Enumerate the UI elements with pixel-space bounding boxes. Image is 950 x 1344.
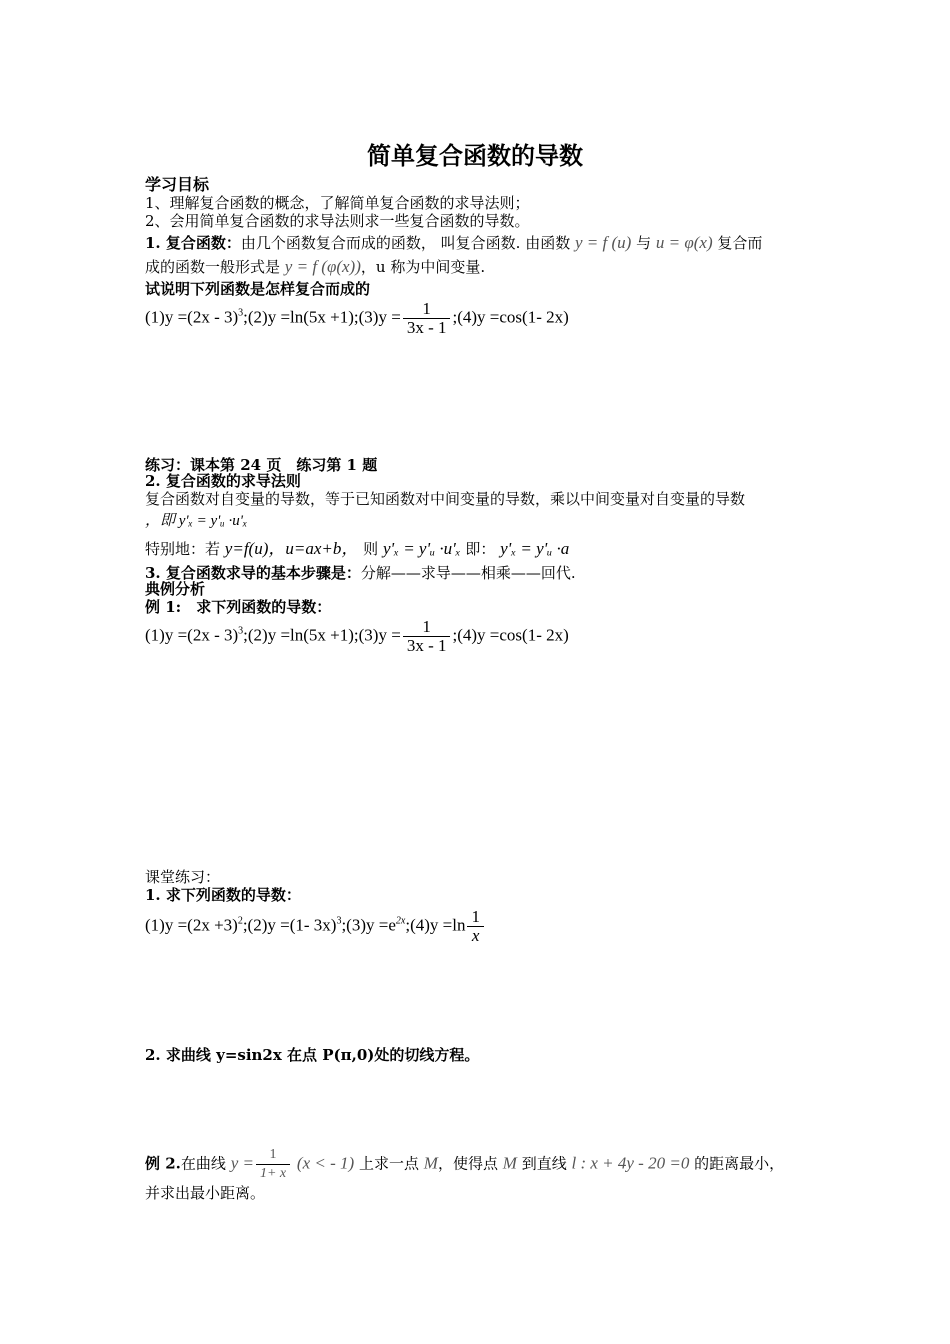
rule-heading: 2. 复合函数的求导法则 [145, 472, 301, 490]
ex2-fraction [256, 1146, 290, 1183]
ex2-e: 的距离最小， [694, 1154, 785, 1173]
fn2-3: ;(2)y =ln(5x +1);(3)y = [243, 625, 401, 645]
fn1: (1)y =(2x - 3) [145, 625, 239, 645]
numerator: 1 [422, 299, 431, 318]
fn1: (1)y =(2x - 3) [145, 307, 239, 327]
cw-fn3-exp: 2x [395, 915, 406, 927]
steps-text: 分解——求导——相乘——回代. [360, 564, 576, 582]
fraction [403, 300, 451, 337]
function-set-3 [145, 908, 486, 945]
classwork-heading: 课堂练习： [145, 868, 221, 886]
composite-tail: 复合而 [717, 234, 763, 252]
numerator: 1 [269, 1147, 277, 1162]
cw-fn1-exp: 2 [237, 915, 243, 927]
denominator: 3x - 1 [403, 636, 451, 655]
page-title: 简单复合函数的导数 [367, 142, 583, 170]
composite-label: 1. 复合函数： [145, 234, 241, 252]
rule-line1: 复合函数对自变量的导数，等于已知函数对中间变量的导数，乘以中间变量对自变量的导数 [145, 490, 746, 508]
ex2-point-m-2: M [502, 1153, 517, 1173]
example-1: 例 1: 求下列函数的导数： [145, 598, 332, 616]
function-set-1 [145, 300, 569, 337]
examples-heading: 典例分析 [145, 580, 206, 598]
special-case [145, 540, 569, 558]
composite-definition-line2 [145, 258, 485, 276]
numerator: 1 [471, 907, 480, 926]
special-r1: y'ₓ = y'ᵤ ·u'ₓ [382, 539, 461, 558]
numerator: 1 [422, 617, 431, 636]
classwork-q2: 2. 求曲线 y=sin2x 在点 P(π,0)处的切线方程。 [145, 1046, 480, 1064]
ex2-point-m: M [423, 1153, 438, 1173]
ex2-b: 上求一点 [358, 1154, 419, 1173]
denominator: 3x - 1 [403, 318, 451, 337]
fn4: ;(4)y =cos(1- 2x) [452, 307, 569, 327]
special-f: y=f(u)，u=ax+b， [224, 539, 359, 558]
fn1-exp: 3 [238, 307, 244, 319]
special-c: 即： [465, 540, 496, 558]
steps-line [145, 564, 576, 582]
function-set-2 [145, 618, 569, 655]
cw-fn1: (1)y =(2x +3) [145, 915, 238, 935]
fraction [467, 908, 484, 945]
objective-item-2: 2、会用简单复合函数的求导法则求一些复合函数的导数。 [145, 212, 530, 230]
special-b: 则 [363, 540, 379, 558]
example-2-line1 [145, 1146, 784, 1183]
ex2-condition: (x < - 1) [296, 1153, 355, 1173]
formula-general: y = f (φ(x)) [284, 257, 361, 276]
ex2-d: 到直线 [521, 1154, 567, 1173]
composite-line2-text: 成的函数一般形式是 [145, 258, 281, 276]
ex2-line-eq: l : x + 4y - 20 =0 [571, 1153, 690, 1173]
cw-fn4: ;(4)y =ln [405, 915, 466, 935]
cw-fn3: ;(3)y =e [341, 915, 396, 935]
special-a: 特别地：若 [145, 540, 221, 558]
composite-definition-line1 [145, 234, 762, 252]
steps-label: 3. 复合函数求导的基本步骤是： [145, 564, 361, 582]
composite-prompt: 试说明下列函数是怎样复合而成的 [145, 280, 371, 298]
composite-line2-tail: ，u 称为中间变量. [360, 258, 486, 276]
example-2-label: 例 2. [145, 1154, 181, 1173]
example-2-line2: 并求出最小距离。 [145, 1184, 266, 1202]
objectives-heading: 学习目标 [145, 175, 210, 194]
cw-fn2: ;(2)y =(1- 3x) [242, 915, 337, 935]
ex2-y: y = [230, 1153, 254, 1173]
special-r2: y'ₓ = y'ᵤ ·a [500, 539, 570, 558]
formula-u-phix: u = φ(x) [655, 233, 713, 252]
composite-text: 由几个函数复合而成的函数， 叫复合函数. 由函数 [240, 234, 571, 252]
fn1-exp: 3 [238, 625, 244, 637]
fn2-3: ;(2)y =ln(5x +1);(3)y = [243, 307, 401, 327]
denominator: x [467, 926, 484, 945]
composite-mid: 与 [636, 234, 652, 252]
denominator: 1+ x [256, 1164, 290, 1183]
rule-line2: ，即 y'ₓ = y'ᵤ ·u'ₓ [145, 513, 248, 529]
fn4: ;(4)y =cos(1- 2x) [452, 625, 569, 645]
formula-y-fu: y = f (u) [574, 233, 632, 252]
fraction [403, 618, 451, 655]
objective-item-1: 1、理解复合函数的概念，了解简单复合函数的求导法则； [145, 194, 530, 212]
practice-note: 练习：课本第 24 页 练习第 1 题 [145, 456, 378, 474]
ex2-a: 在曲线 [180, 1154, 226, 1173]
cw-fn2-exp: 3 [336, 915, 342, 927]
ex2-c: ，使得点 [437, 1154, 498, 1173]
classwork-q1: 1. 求下列函数的导数： [145, 886, 301, 904]
